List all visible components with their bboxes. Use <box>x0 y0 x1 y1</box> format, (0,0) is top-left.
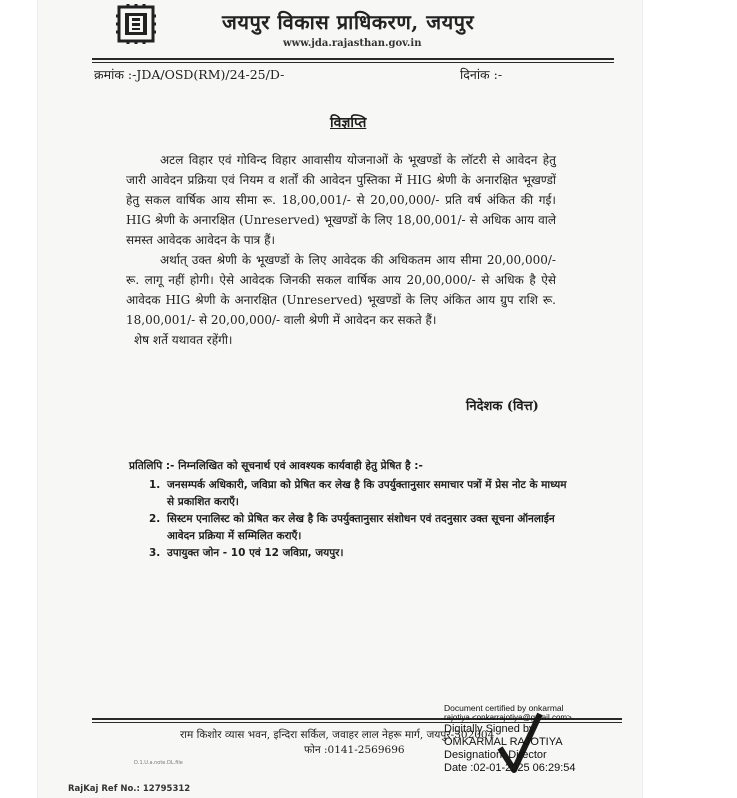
notice-body <box>126 150 556 350</box>
list-item <box>129 511 569 545</box>
certified-by: Document certified by onkarmal <box>444 703 564 713</box>
footer-address: राम किशोर व्यास भवन, इन्दिरा सर्किल, जवाहर लाल नेहरू मार्ग, जयपुर-302004 <box>180 729 495 741</box>
notice-title: विज्ञप्ति <box>330 115 367 131</box>
list-item-number: 2. <box>149 513 161 525</box>
organization-website: www.jda.rajasthan.gov.in <box>283 38 422 49</box>
list-item-number: 3. <box>149 547 161 559</box>
digital-signature-block <box>444 703 624 775</box>
rajkaj-reference: RajKaj Ref No.: 12795312 <box>68 784 191 794</box>
organization-name: जयपुर विकास प्राधिकरण, जयपुर <box>222 10 475 34</box>
reference-number: क्रमांक :-JDA/OSD(RM)/24-25/D- <box>94 67 285 82</box>
signer-email: rajotiya <onkarrajotiya@gmail.com>. <box>444 713 574 722</box>
signatory-title: निदेशक (वित्त) <box>466 399 539 414</box>
footer-phone: फोन :0141-2569696 <box>304 744 405 756</box>
list-item <box>129 545 569 562</box>
jda-emblem-icon <box>116 4 156 44</box>
signature-date: Date :02-01-2025 06:29:54 <box>444 762 576 774</box>
header-rule <box>92 58 614 60</box>
copy-to-list <box>129 477 569 562</box>
copy-to-section <box>129 458 569 562</box>
closing-note: शेष शर्ते यथावत रहेंगी। <box>134 333 233 347</box>
notice-paragraph-1: अटल विहार एवं गोविन्द विहार आवासीय योजनाओं के भूखण्डों के लॉटरी से आवेदन हेतु जारी आवेदन प्रक्रिया एवं नियम व शर्तों की आवेदन पुस्तिका में HIG श्रेणी के अनारक्षित भूखण्डों हेतु सकल वार्षिक आय सीमा रू. 18,00,001/- से 20,00,000/- प्रति वर्ष अंकित की गई। HIG श्रेणी के अनारक्षित (Unreserved) भूखण्डों के लिए 18,00,001/- से अधिक आय वाले समस्त आवेदक आवेदन के पात्र हैं। <box>126 153 556 247</box>
list-item-number: 1. <box>149 479 161 491</box>
file-code: D.1.U.a.note.DL.file <box>134 760 183 766</box>
list-item-text: उपायुक्त जोन - 10 एवं 12 जविप्रा, जयपुर। <box>167 547 344 559</box>
notice-paragraph-2: अर्थात् उक्त श्रेणी के भूखण्डों के लिए आवेदक की अधिकतम आय सीमा 20,00,000/- रू. लागू नहीं होगी। ऐसे आवेदक जिनकी सकल वार्षिक आय 20,00,000/- से अधिक है ऐसे आवेदक HIG श्रेणी के अनारक्षित (Unreserved) भूखण्डों के लिए अंकित आय ग्रुप राशि रू. 18,00,001/- से 20,00,000/- वाली श्रेणी में आवेदन कर सकते हैं। <box>126 253 556 327</box>
signed-by-label: Digitally Signed by <box>444 723 535 735</box>
list-item <box>129 477 569 511</box>
list-item-text: सिस्टम एनालिस्ट को प्रेषित कर लेख है कि उपर्युक्तानुसार संशोधन एवं तदनुसार उक्त सूचना ऑनलाईन आवेदन प्रक्रिया में सम्मिलित कराएँ। <box>167 513 555 542</box>
header-rule-thin <box>92 62 614 63</box>
list-item-text: जनसम्पर्क अधिकारी, जविप्रा को प्रेषित कर लेख है कि उपर्युक्तानुसार समाचार पत्रों में प्रेस नोट के माध्यम से प्रकाशित कराएँ। <box>167 479 567 508</box>
copy-to-heading: प्रतिलिपि :- निम्नलिखित को सूचनार्थ एवं आवश्यक कार्यवाही हेतु प्रेषित है :- <box>129 460 423 472</box>
date-label: दिनांक :- <box>460 67 503 82</box>
signer-designation: Designation: Director <box>444 749 547 761</box>
signer-name: OMKARMAL RAJOTIYA <box>444 736 563 748</box>
